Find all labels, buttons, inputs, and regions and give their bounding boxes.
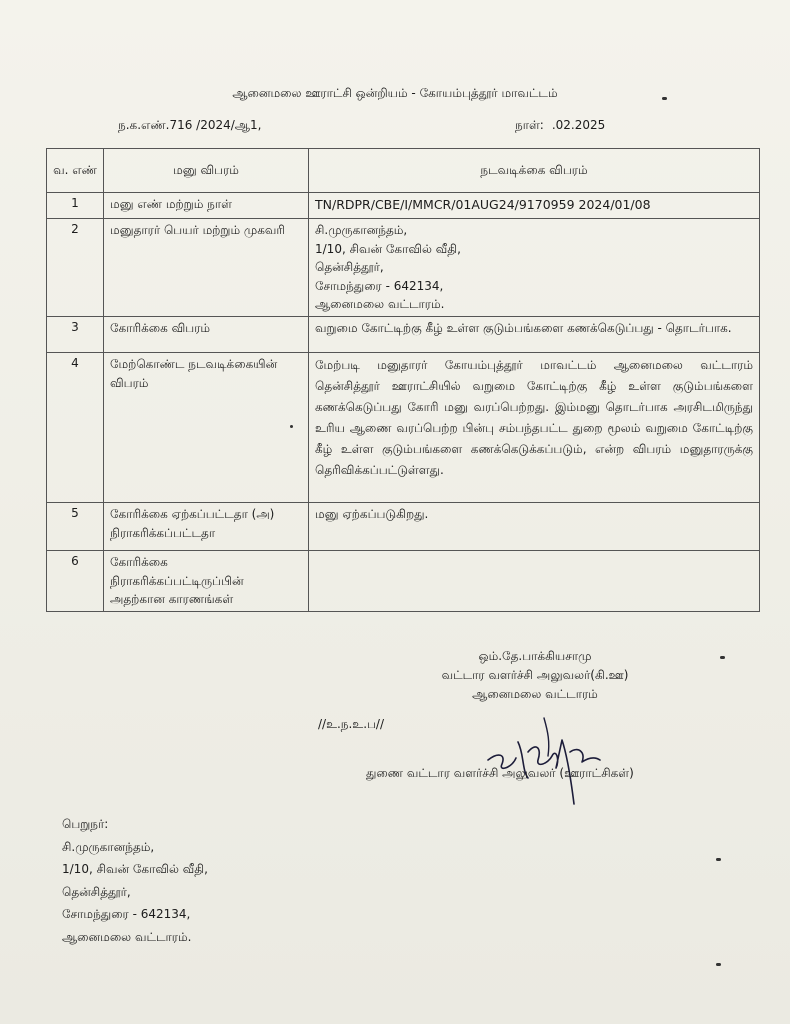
header-petition-details: மனு விபரம் <box>104 149 309 193</box>
table-row <box>47 316 760 352</box>
row-item: கோரிக்கை ஏற்கப்பட்டதா (அ) நிராகரிக்கப்பட்டதா <box>104 502 309 550</box>
table-row <box>47 502 760 550</box>
address-line: சி.முருகானந்தம், <box>315 223 408 237</box>
row-item: மனுதாரர் பெயர் மற்றும் முகவரி <box>104 219 309 317</box>
recipient-line: சோமந்துரை - 642134, <box>62 907 191 921</box>
row-number: 1 <box>47 193 104 219</box>
recipient-block <box>62 813 208 948</box>
signatory-office: ஆனைமலை வட்டாரம் <box>472 687 598 701</box>
date-value: .02.2025 <box>551 118 606 132</box>
row-number: 2 <box>47 219 104 317</box>
row-action: மனு ஏற்கப்படுகிறது. <box>309 502 760 550</box>
scan-speck <box>720 656 725 659</box>
row-number: 4 <box>47 352 104 502</box>
reference-number: ந.க.எண்.716 /2024/ஆ1, <box>118 118 262 132</box>
row-item: மனு எண் மற்றும் நாள் <box>104 193 309 219</box>
row-number: 5 <box>47 502 104 550</box>
row-item: மேற்கொண்ட நடவடிக்கையின் விபரம் <box>104 352 309 502</box>
row-action <box>309 550 760 611</box>
recipient-line: ஆனைமலை வட்டாரம். <box>62 929 192 944</box>
table-row <box>47 193 760 219</box>
row-item: கோரிக்கை நிராகரிக்கப்பட்டிருப்பின் அதற்கான காரணங்கள் <box>104 550 309 611</box>
table-row <box>47 550 760 611</box>
handwritten-signature <box>478 712 608 812</box>
date-label: நாள்: <box>515 118 544 132</box>
row-action: TN/RDPR/CBE/I/MMCR/01AUG24/9170959 2024/01/08 <box>309 193 760 219</box>
petition-details-table <box>46 148 760 612</box>
signatory-designation: வட்டார வளர்ச்சி அலுவலர்(கி.ஊ) <box>441 668 629 682</box>
scan-speck <box>290 425 293 428</box>
recipient-line: சி.முருகானந்தம், <box>62 839 155 854</box>
row-number: 6 <box>47 550 104 611</box>
signatory-block <box>380 647 690 704</box>
row-action: வறுமை கோட்டிற்கு கீழ் உள்ள குடும்பங்களை கணக்கெடுப்பது - தொடர்பாக. <box>309 316 760 352</box>
recipient-line: 1/10, சிவன் கோவில் வீதி, <box>62 862 208 876</box>
scan-speck <box>662 97 667 100</box>
recipient-label: பெறுநர்: <box>62 817 109 831</box>
deputy-designation: துணை வட்டார வளர்ச்சி அலுவலர் (ஊராட்சிகள்) <box>366 766 634 780</box>
row-action: மேற்படி மனுதாரர் கோயம்புத்தூர் மாவட்டம் ஆனைமலை வட்டாரம் தென்சித்தூர் ஊராட்சியில் வறுமை கோட்டிற்கு கீழ் உள்ள குடும்பங்களை கணக்கெடுப்பது கோரி மனு வரப்பெற்றது. இம்மனு தொடர்பாக அரசிடமிருந்து உரிய ஆணை வரப்பெற்ற பின்பு சம்பந்தபட்ட துறை மூலம் வறுமை கோட்டிற்கு கீழ் உள்ள குடும்பங்களை கணக்கெடுக்கப்படும், என்ற விபரம் மனுதாரருக்கு தெரிவிக்கப்பட்டுள்ளது. <box>309 352 760 502</box>
row-action <box>309 219 760 317</box>
address-line: சோமந்துரை - 642134, <box>315 278 444 293</box>
address-line: 1/10, சிவன் கோவில் வீதி, <box>315 241 461 256</box>
table-header-row <box>47 149 760 193</box>
scan-speck <box>716 858 721 861</box>
header-action-details: நடவடிக்கை விபரம் <box>309 149 760 193</box>
reference-date <box>515 118 605 134</box>
table-row <box>47 352 760 502</box>
signatory-name: ஒம்.தே.பாக்கியசாமு <box>478 649 592 663</box>
office-title: ஆனைமலை ஊராட்சி ஒன்றியம் - கோயம்புத்தூர் மாவட்டம் <box>232 86 558 100</box>
address-line: தென்சித்தூர், <box>315 260 384 275</box>
true-copy-mark: //உ.ந.உ.ப// <box>318 717 385 731</box>
recipient-line: தென்சித்தூர், <box>62 884 131 899</box>
table-row <box>47 219 760 317</box>
address-line: ஆனைமலை வட்டாரம். <box>315 297 445 312</box>
row-number: 3 <box>47 316 104 352</box>
scan-speck <box>716 963 721 966</box>
header-serial: வ. எண் <box>47 149 104 193</box>
row-item: கோரிக்கை விபரம் <box>104 316 309 352</box>
